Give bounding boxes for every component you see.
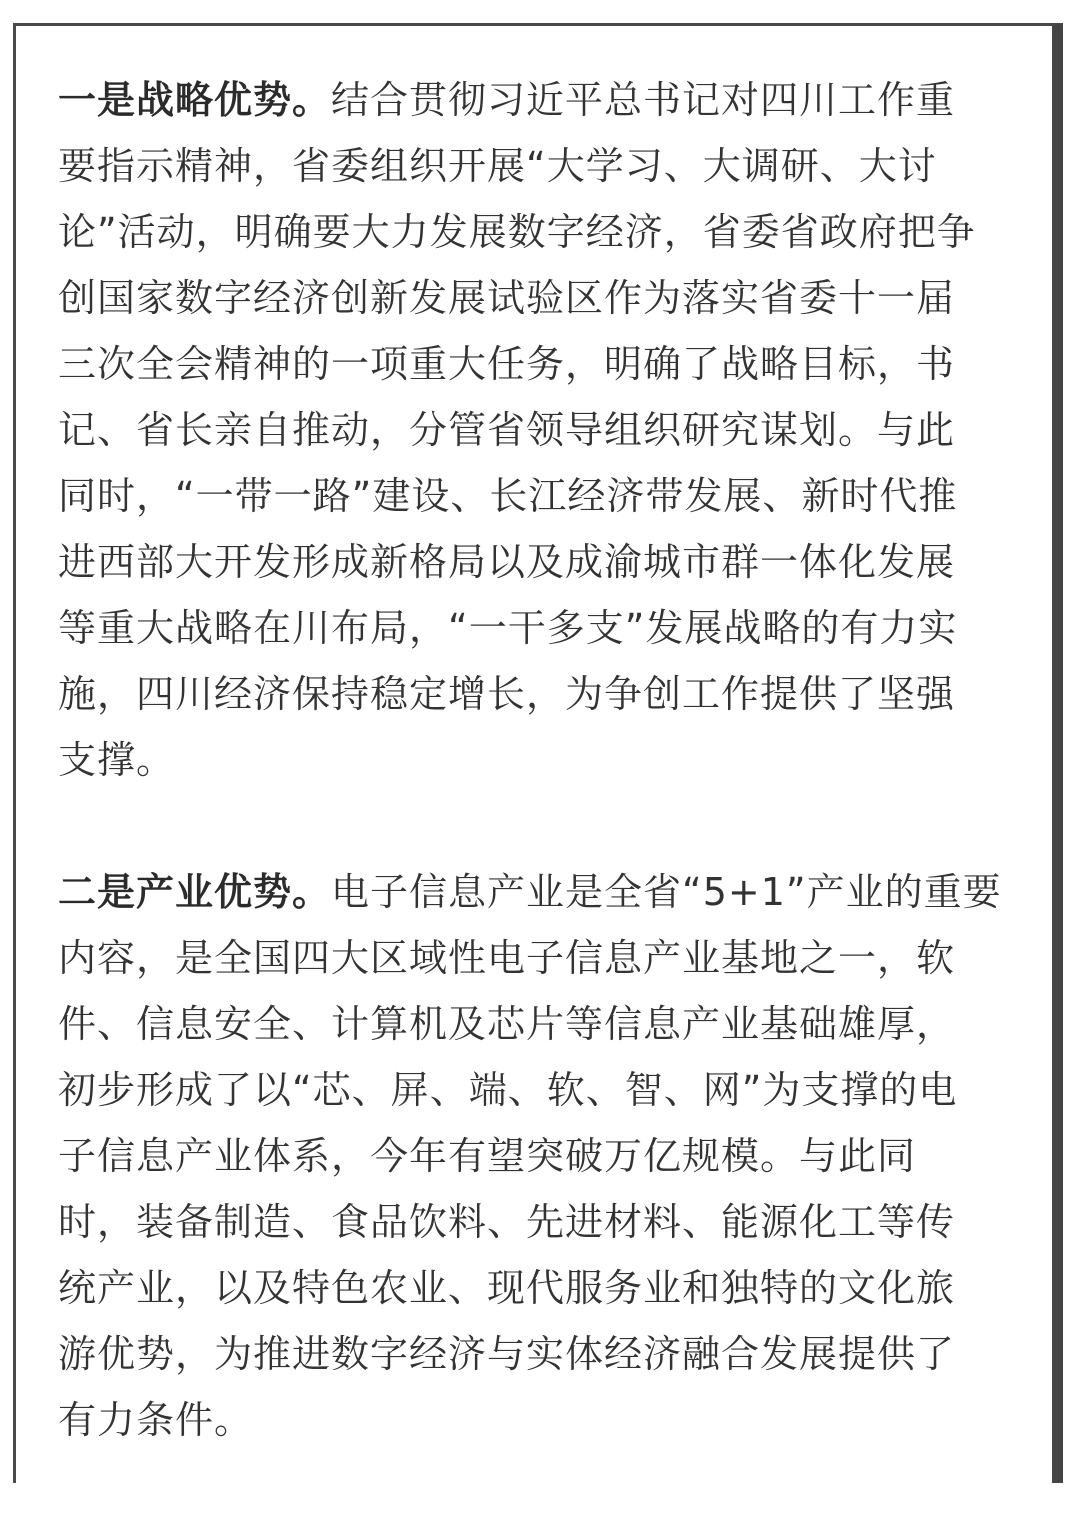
paragraph-line: 论”活动，明确要大力发展数字经济，省委省政府把争 [58,210,976,254]
paragraph-line: 支撑。 [58,738,176,782]
paragraph-line: 等重大战略在川布局，“一干多支”发展战略的有力实 [58,606,958,650]
article-body [58,67,1048,1519]
paragraph-line: 件、信息安全、计算机及芯片等信息产业基础雄厚， [58,1002,956,1046]
paragraph-line: 同时，“一带一路”建设、长江经济带发展、新时代推 [58,474,958,518]
paragraph-line: 子信息产业体系，今年有望突破万亿规模。与此同 [58,1134,917,1178]
paragraph-line: 内容，是全国四大区域性电子信息产业基地之一，软 [58,936,956,980]
paragraph-line: 施，四川经济保持稳定增长，为争创工作提供了坚强 [58,672,956,716]
paragraph-text: 电子信息产业是全省“5+1”产业的重要 [331,870,1002,914]
paragraph-line: 创国家数字经济创新发展试验区作为落实省委十一届 [58,276,956,320]
paragraph-line: 记、省长亲自推动，分管省领导组织研究谋划。与此 [58,408,956,452]
paragraph-strategic-advantage [58,67,1048,793]
paragraph-line: 时，装备制造、食品饮料、先进材料、能源化工等传 [58,1200,956,1244]
paragraph-line: 要指示精神，省委组织开展“大学习、大调研、大讨 [58,144,937,188]
paragraph-line: 初步形成了以“芯、屏、端、软、智、网”为支撑的电 [58,1068,958,1112]
paragraph-text: 结合贯彻习近平总书记对四川工作重 [331,78,956,122]
paragraph-line: 统产业，以及特色农业、现代服务业和独特的文化旅 [58,1266,956,1310]
paragraph-industrial-advantage [58,859,1048,1453]
paragraph-lead-heading: 一是战略优势。 [58,78,332,122]
paragraph-line [58,67,1048,133]
paragraph-line: 有力条件。 [58,1398,254,1442]
paragraph-line [58,859,1048,925]
paragraph-lead-heading: 二是产业优势。 [58,870,332,914]
paragraph-line: 游优势，为推进数字经济与实体经济融合发展提供了 [58,1332,956,1376]
paragraph-line: 三次全会精神的一项重大任务，明确了战略目标，书 [58,342,956,386]
paragraph-line: 进西部大开发形成新格局以及成渝城市群一体化发展 [58,540,956,584]
